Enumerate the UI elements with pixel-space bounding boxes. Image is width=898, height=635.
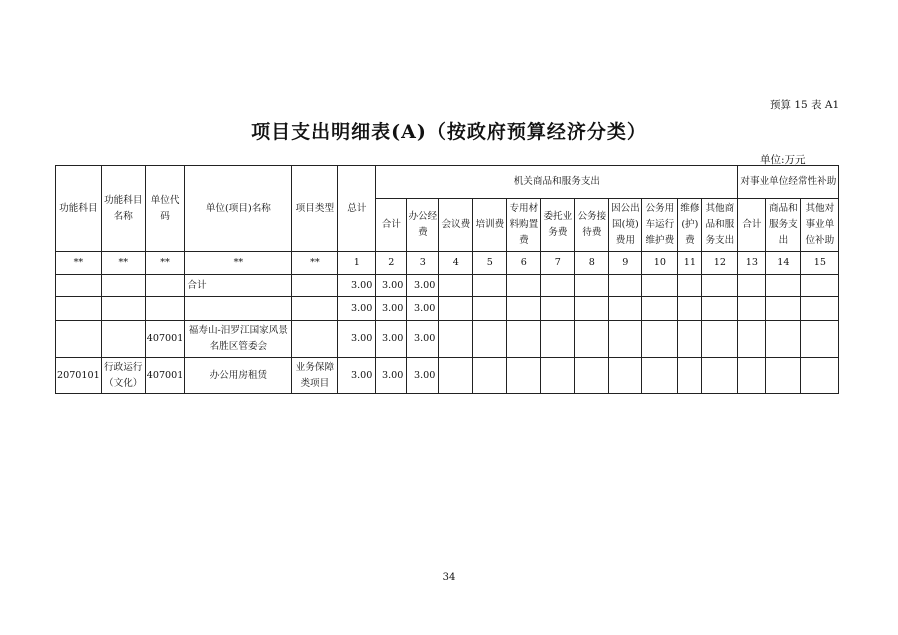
empty-cell — [609, 297, 642, 321]
empty-cell — [473, 321, 507, 358]
header-col: 公务接待费 — [575, 199, 609, 252]
empty-cell — [801, 275, 839, 297]
func-code-cell — [56, 321, 102, 358]
empty-cell — [642, 297, 678, 321]
index-cell: 12 — [702, 252, 738, 275]
index-cell: 1 — [338, 252, 376, 275]
empty-cell — [507, 321, 541, 358]
goods-total-cell: 3.00 — [376, 275, 407, 297]
table-row — [56, 321, 839, 358]
project-type-cell: 业务保障类项目 — [292, 358, 338, 394]
unit-code-cell — [145, 297, 185, 321]
project-type-cell — [292, 321, 338, 358]
office-cell: 3.00 — [407, 297, 439, 321]
page-title: 项目支出明细表(A)（按政府预算经济分类） — [251, 121, 647, 143]
index-cell: 2 — [376, 252, 407, 275]
header-func-name: 功能科目名称 — [101, 166, 145, 252]
empty-cell — [473, 358, 507, 394]
empty-cell — [678, 321, 702, 358]
index-cell: 4 — [439, 252, 473, 275]
empty-cell — [766, 321, 801, 358]
empty-cell — [439, 321, 473, 358]
empty-cell — [473, 297, 507, 321]
header-row-1 — [56, 166, 839, 199]
header-col: 其他商品和服务支出 — [702, 199, 738, 252]
header-goods-services-group: 机关商品和服务支出 — [376, 166, 738, 199]
office-cell: 3.00 — [407, 358, 439, 394]
unit-code-cell — [145, 275, 185, 297]
header-col: 专用材料购置费 — [507, 199, 541, 252]
index-cell: ** — [145, 252, 185, 275]
empty-cell — [439, 358, 473, 394]
index-row — [56, 252, 839, 275]
office-cell: 3.00 — [407, 321, 439, 358]
empty-cell — [702, 358, 738, 394]
empty-cell — [609, 275, 642, 297]
index-cell: 10 — [642, 252, 678, 275]
empty-cell — [801, 321, 839, 358]
func-name-cell — [101, 297, 145, 321]
empty-cell — [738, 358, 766, 394]
unit-code-cell: 407001 — [145, 321, 185, 358]
header-col: 合计 — [376, 199, 407, 252]
goods-total-cell: 3.00 — [376, 358, 407, 394]
unit-name-cell: 福寿山-汨罗江国家风景名胜区管委会 — [185, 321, 292, 358]
func-code-cell — [56, 275, 102, 297]
header-total: 总计 — [338, 166, 376, 252]
func-name-cell: 行政运行（文化） — [101, 358, 145, 394]
header-unit-name: 单位(项目)名称 — [185, 166, 292, 252]
empty-cell — [439, 297, 473, 321]
index-cell: 6 — [507, 252, 541, 275]
index-cell: 7 — [541, 252, 575, 275]
empty-cell — [766, 297, 801, 321]
empty-cell — [575, 358, 609, 394]
header-col: 商品和服务支出 — [766, 199, 801, 252]
empty-cell — [678, 297, 702, 321]
empty-cell — [507, 297, 541, 321]
header-col: 因公出国(境)费用 — [609, 199, 642, 252]
empty-cell — [642, 275, 678, 297]
index-cell: 15 — [801, 252, 839, 275]
empty-cell — [642, 358, 678, 394]
total-cell: 3.00 — [338, 275, 376, 297]
office-cell: 3.00 — [407, 275, 439, 297]
total-cell: 3.00 — [338, 321, 376, 358]
unit-name-cell: 合计 — [185, 275, 292, 297]
index-cell: 13 — [738, 252, 766, 275]
index-cell: ** — [56, 252, 102, 275]
table-row — [56, 297, 839, 321]
empty-cell — [439, 275, 473, 297]
index-cell: ** — [185, 252, 292, 275]
empty-cell — [702, 297, 738, 321]
index-cell: 3 — [407, 252, 439, 275]
header-col: 会议费 — [439, 199, 473, 252]
header-col: 公务用车运行维护费 — [642, 199, 678, 252]
header-subsidy-group: 对事业单位经常性补助 — [738, 166, 839, 199]
index-cell: 9 — [609, 252, 642, 275]
total-cell: 3.00 — [338, 297, 376, 321]
header-col: 维修(护)费 — [678, 199, 702, 252]
empty-cell — [801, 358, 839, 394]
empty-cell — [575, 275, 609, 297]
index-cell: 11 — [678, 252, 702, 275]
project-type-cell — [292, 275, 338, 297]
total-cell: 3.00 — [338, 358, 376, 394]
empty-cell — [575, 321, 609, 358]
index-cell: ** — [292, 252, 338, 275]
empty-cell — [507, 275, 541, 297]
empty-cell — [541, 297, 575, 321]
empty-cell — [766, 358, 801, 394]
index-cell: 14 — [766, 252, 801, 275]
unit-code-cell: 407001 — [145, 358, 185, 394]
empty-cell — [507, 358, 541, 394]
empty-cell — [801, 297, 839, 321]
empty-cell — [473, 275, 507, 297]
table-row — [56, 358, 839, 394]
header-col: 合计 — [738, 199, 766, 252]
index-cell: 8 — [575, 252, 609, 275]
index-cell: 5 — [473, 252, 507, 275]
func-name-cell — [101, 321, 145, 358]
empty-cell — [702, 275, 738, 297]
goods-total-cell: 3.00 — [376, 297, 407, 321]
empty-cell — [541, 358, 575, 394]
empty-cell — [738, 321, 766, 358]
form-code: 预算 15 表 A1 — [770, 99, 840, 111]
empty-cell — [766, 275, 801, 297]
func-name-cell — [101, 275, 145, 297]
unit-label: 单位:万元 — [760, 154, 806, 166]
empty-cell — [702, 321, 738, 358]
empty-cell — [738, 297, 766, 321]
project-type-cell — [292, 297, 338, 321]
empty-cell — [678, 358, 702, 394]
page-number: 34 — [442, 572, 456, 583]
header-func-code: 功能科目 — [56, 166, 102, 252]
unit-name-cell — [185, 297, 292, 321]
empty-cell — [541, 321, 575, 358]
header-col: 培训费 — [473, 199, 507, 252]
empty-cell — [678, 275, 702, 297]
header-project-type: 项目类型 — [292, 166, 338, 252]
header-col: 办公经费 — [407, 199, 439, 252]
empty-cell — [575, 297, 609, 321]
func-code-cell — [56, 297, 102, 321]
header-unit-code: 单位代码 — [145, 166, 185, 252]
header-col: 其他对事业单位补助 — [801, 199, 839, 252]
unit-name-cell: 办公用房租赁 — [185, 358, 292, 394]
empty-cell — [541, 275, 575, 297]
index-cell: ** — [101, 252, 145, 275]
table-row — [56, 275, 839, 297]
empty-cell — [609, 321, 642, 358]
func-code-cell: 2070101 — [56, 358, 102, 394]
empty-cell — [642, 321, 678, 358]
empty-cell — [738, 275, 766, 297]
header-col: 委托业务费 — [541, 199, 575, 252]
goods-total-cell: 3.00 — [376, 321, 407, 358]
expenditure-table — [55, 165, 839, 394]
empty-cell — [609, 358, 642, 394]
